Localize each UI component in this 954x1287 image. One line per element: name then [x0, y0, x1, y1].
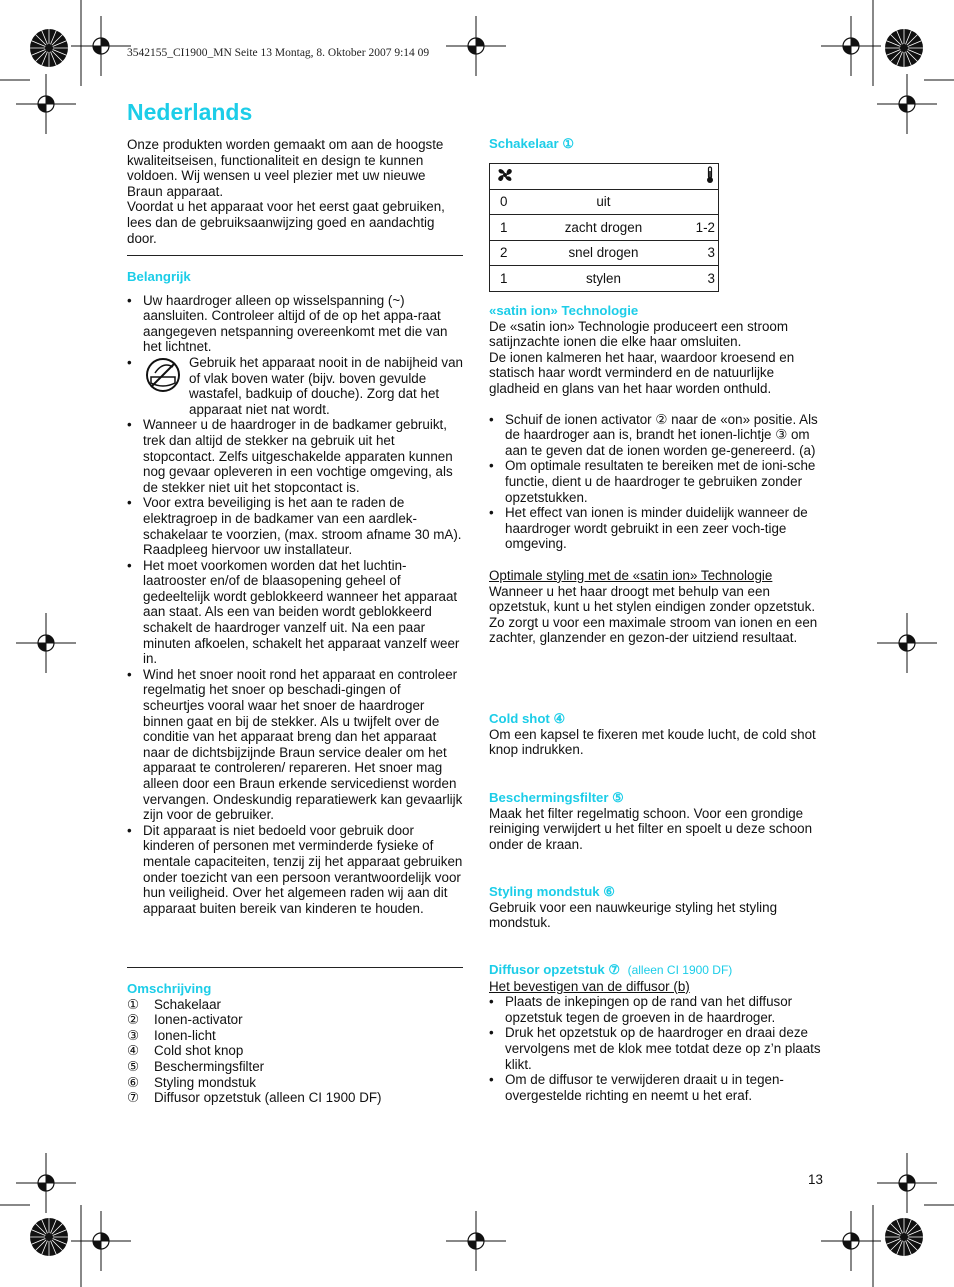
section-divider: [127, 255, 463, 256]
cold-shot-text: Om een kapsel te fixeren met koude lucht, de cold shot knop indrukken.: [489, 726, 816, 758]
satin-ion-item: • Het effect van ionen is minder duidelijk wanneer de haardroger wordt gebruikt in een zeer voch-tige omgeving.: [489, 505, 823, 552]
description-heading: Omschrijving: [127, 981, 212, 996]
important-heading: Belangrijk: [127, 269, 191, 284]
switch-row: 1 zacht drogen 1-2: [490, 215, 719, 241]
description-list: [127, 997, 463, 1106]
intro-paragraph-2: Voordat u het apparaat voor het eerst gaat gebruiken, lees dan de gebruiksaanwijzing goed en aandachtig door.: [127, 199, 445, 246]
thermometer-icon: [669, 164, 719, 190]
important-item-3: • Wanneer u de haardroger in de badkamer gebruikt, trek dan altijd de stekker na gebruik uit het stopcontact. Zelfs uitgeschakelde apparaten kunnen nog gevaar opleveren in een vochtige omgeving, als de stekker niet uit het stopcontact is.: [127, 417, 463, 495]
switch-row: 1 stylen 3: [490, 266, 719, 292]
filter-section: [489, 790, 823, 852]
description-item: ① Schakelaar: [127, 996, 221, 1012]
diffusor-heading: Diffusor opzetstuk ⑦ (alleen CI 1900 DF): [489, 962, 733, 977]
diffusor-section: [489, 962, 823, 1103]
filter-heading: Beschermingsfilter ⑤: [489, 790, 624, 805]
diffusor-item: • Druk het opzetstuk op de haardroger en draai deze vervolgens met de klok mee totdat deze op z’n plaats klikt.: [489, 1025, 823, 1072]
description-item: ④ Cold shot knop: [127, 1043, 244, 1059]
optimal-styling-title: Optimale styling met de «satin ion» Technologie: [489, 567, 773, 583]
description-item: ⑥ Styling mondstuk: [127, 1074, 256, 1090]
important-item-2: [127, 355, 463, 417]
print-info-line: 3542155_CI1900_MN Seite 13 Montag, 8. Oktober 2007 9:14 09: [127, 47, 430, 59]
satin-ion-heading: «satin ion» Technologie: [489, 303, 639, 318]
intro-paragraph-1: Onze produkten worden gemaakt om aan de hoogste kwaliteitseisen, functionaliteit en design te kunnen voldoen. Wij wensen u veel plezier met uw nieuwe Braun apparaat.: [127, 137, 444, 199]
no-water-warning-icon: [143, 355, 189, 417]
intro-section: [127, 137, 463, 246]
important-item-6: • Wind het snoer nooit rond het apparaat en controleer regelmatig het snoer op beschadi-gingen of scheurtjes vooral waar het snoer de haardroger binnen gaat en bij de stekker. Als u twijfelt over de conditie van het apparaat breng dan het apparaat naar de dichtsbijzijnde Braun service dealer om het apparaat te controleren/ repareren. Het snoer mag alleen door een Braun erkende servicedienst worden vervangen. Ondeskundig reparatiewerk kan gevaarlijk zijn voor de gebruiker.: [127, 667, 463, 823]
styling-section: [489, 884, 823, 931]
important-item-2-text: • Gebruik het apparaat nooit in de nabijheid van of vlak boven water (bijv. boven gevulde wastafel, badkuip of douche). Zorg dat het apparaat niet nat wordt.: [189, 354, 463, 417]
description-item: ③ Ionen-licht: [127, 1027, 216, 1043]
satin-ion-item: • Schuif de ionen activator ② naar de «on» positie. Als de haardroger aan is, brandt het ionen-lichtje ③ om aan te geven dat de ionen worden ge-genereerd. (a): [489, 412, 823, 459]
fan-icon: [490, 164, 532, 190]
switch-row: 2 snel drogen 3: [490, 240, 719, 266]
cold-shot-section: [489, 711, 823, 758]
description-item: ⑤ Beschermingsfilter: [127, 1058, 265, 1074]
description-item: ② Ionen-activator: [127, 1012, 243, 1028]
diffusor-heading-note: (alleen CI 1900 DF): [627, 963, 733, 977]
cold-shot-heading: Cold shot ④: [489, 711, 566, 726]
switch-table: [489, 163, 719, 292]
satin-ion-paragraph-2: De ionen kalmeren het haar, waardoor kroesend en statisch haar wordt verminderd en de natuurlijke gladheid en glans van het haar worden onthuld.: [489, 349, 795, 396]
section-divider: [127, 967, 463, 968]
diffusor-item: • Om de diffusor te verwijderen draait u in tegen-overgestelde richting en neemt u het eraf.: [489, 1072, 823, 1103]
important-item-5: • Het moet voorkomen worden dat het luchtin-laatrooster en/of de blaasopening geheel of gedeeltelijk wordt geblokkeerd wanneer het apparaat aan staat. Als een van beiden wordt geblokkeerd schakelt de haardroger vanzelf uit. Na een paar minuten afkoelen, schakelt het apparaat vanzelf weer in.: [127, 558, 463, 667]
page-number: 13: [808, 1172, 823, 1187]
important-section: [127, 269, 463, 916]
switch-row: 0 uit: [490, 189, 719, 215]
satin-ion-section: [489, 303, 823, 646]
satin-ion-item: • Om optimale resultaten te bereiken met de ioni-sche functie, dient u de haardroger te gebruiken zonder opzetstukken.: [489, 458, 823, 505]
filter-text: Maak het filter regelmatig schoon. Voor een grondige reiniging verwijdert u het filter en spoelt u deze schoon onder de kraan.: [489, 805, 813, 852]
switch-heading: Schakelaar ①: [489, 136, 575, 151]
description-item: ⑦ Diffusor opzetstuk (alleen CI 1900 DF): [127, 1090, 382, 1106]
styling-text: Gebruik voor een nauwkeurige styling het styling mondstuk.: [489, 899, 778, 931]
important-item-7: • Dit apparaat is niet bedoeld voor gebruik door kinderen of personen met verminderde fysieke of mentale capaciteiten, tenzij zij het apparaat gebruiken onder toezicht van een persoon verantwoordelijk voor hun veiligheid. Over het algemeen raden wij aan dit apparaat buiten bereik van kinderen te houden.: [127, 823, 463, 917]
description-section: [127, 981, 463, 1106]
switch-table-header: [490, 164, 719, 190]
page-title: Nederlands: [127, 99, 253, 125]
diffusor-subtitle: Het bevestigen van de diffusor (b): [489, 978, 690, 994]
styling-heading: Styling mondstuk ⑥: [489, 884, 616, 899]
switch-heading-block: [489, 136, 821, 152]
optimal-styling-text: Wanneer u het haar droogt met behulp van een opzetstuk, kunt u het stylen eindigen zonder opzetstuk. Zo zorgt u voor een maximale stroom van ionen en een zachter, glanzender en gezon-der uitziend resultaat.: [489, 583, 818, 646]
diffusor-item: • Plaats de inkepingen op de rand van het diffusor opzetstuk tegen de groeven in de haardroger.: [489, 994, 823, 1025]
satin-ion-paragraph-1: De «satin ion» Technologie produceert een stroom satijnzachte ionen die elke haar omsluiten.: [489, 318, 788, 350]
important-item-1: • Uw haardroger alleen op wisselspanning (~) aansluiten. Controleer altijd of de op het appa-raat aangegeven netspanning overeenkomt met die van het lichtnet.: [127, 293, 463, 355]
important-item-4: • Voor extra beveiliging is het aan te raden de elektragroep in de badkamer van een aardlek-schakelaar te voorzien, (max. stroom afname 30 mA). Raadpleeg hiervoor uw installateur.: [127, 495, 463, 557]
